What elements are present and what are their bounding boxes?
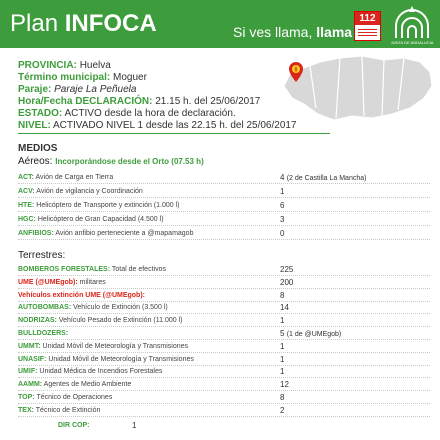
aereos-value-cell	[280, 200, 284, 211]
terrestres-value-cell	[280, 315, 284, 326]
emergency-number: 112	[355, 12, 380, 25]
terrestres-description: Vehículo Pesado de Extinción (11.000 l)	[58, 317, 183, 325]
terrestres-value: 1	[280, 341, 285, 351]
aereos-header	[18, 156, 204, 167]
terrestres-description: Agentes de Medio Ambiente	[43, 381, 132, 389]
terrestres-row-label	[18, 392, 112, 403]
aereos-row-label	[18, 200, 179, 211]
terrestres-row-label	[18, 366, 162, 377]
terrestres-row-label	[18, 341, 188, 352]
aereos-value-cell	[280, 214, 284, 225]
aereos-value-cell	[280, 228, 284, 239]
aereos-code: ANFIBIOS:	[18, 230, 54, 237]
terrestres-value: 200	[280, 277, 294, 287]
badge-lines	[358, 29, 377, 30]
terrestres-value-cell	[280, 366, 284, 377]
municipality-value: Moguer	[113, 72, 147, 83]
terrestres-row	[18, 264, 430, 276]
terrestres-code: DIR COP:	[58, 422, 90, 429]
aereos-value: 1	[280, 187, 285, 196]
terrestres-row	[18, 354, 430, 366]
place-value: Paraje La Peñuela	[54, 84, 137, 95]
terrestres-description: Técnico de Extinción	[35, 406, 101, 414]
aereos-row	[18, 214, 430, 226]
terrestres-row	[18, 405, 430, 417]
terrestres-row-label	[18, 290, 145, 301]
municipality-label: Término municipal:	[18, 72, 111, 83]
status-value: ACTIVO desde la hora de declaración.	[64, 108, 236, 119]
terrestres-value-cell	[280, 277, 293, 288]
aereos-description: Helicóptero de Gran Capacidad (4.500 l)	[37, 216, 164, 223]
terrestres-row-label	[18, 315, 182, 326]
aereos-code: HGC:	[18, 216, 36, 223]
aereos-note: Incorporándose desde el Orto (07.53 h)	[55, 157, 204, 166]
declaration-line	[18, 96, 260, 107]
terrestres-description: Unidad Móvil de Meteorología y Transmisiones	[48, 355, 194, 363]
terrestres-value: 2	[280, 405, 285, 415]
terrestres-row	[18, 302, 430, 314]
terrestres-code: BULLDOZERS:	[18, 330, 69, 337]
terrestres-row	[18, 366, 430, 378]
terrestres-row-label	[18, 302, 168, 313]
header-bar	[0, 0, 440, 48]
terrestres-value: 225	[280, 265, 294, 274]
aereos-value: 4	[280, 173, 285, 182]
aereos-row	[18, 228, 430, 240]
place-label: Paraje:	[18, 84, 52, 95]
aereos-row-label	[18, 214, 164, 225]
aereos-code: ACV:	[18, 188, 35, 195]
terrestres-code: TOP:	[18, 394, 35, 401]
terrestres-row-label	[58, 420, 90, 431]
province-line	[18, 60, 111, 71]
terrestres-code: UMIF:	[18, 368, 38, 376]
slogan-bold: llama	[316, 24, 353, 40]
terrestres-value: 1	[280, 367, 285, 377]
terrestres-row	[18, 290, 430, 302]
province-label: PROVINCIA:	[18, 60, 77, 71]
terrestres-value-cell	[280, 379, 289, 390]
terrestres-value-cell	[280, 405, 284, 416]
terrestres-value-cell	[280, 302, 289, 313]
terrestres-code: TEX:	[18, 406, 34, 414]
terrestres-value-cell	[280, 354, 284, 365]
slogan	[233, 24, 352, 40]
aereos-row	[18, 186, 430, 198]
terrestres-row	[18, 315, 430, 327]
aereos-code: ACT:	[18, 174, 34, 181]
terrestres-description: militares	[79, 278, 106, 286]
level-underline	[18, 133, 330, 134]
brand-light: Plan	[10, 10, 65, 37]
province-value: Huelva	[79, 60, 111, 71]
declaration-label: Hora/Fecha DECLARACIÓN:	[18, 96, 153, 107]
terrestres-description: Total de efectivos	[111, 266, 166, 273]
terrestres-code: UMMT:	[18, 342, 41, 350]
terrestres-code: NODRIZAS:	[18, 317, 57, 325]
terrestres-value-cell	[280, 290, 284, 301]
level-line	[18, 120, 297, 131]
junta-label: JUNTA DE ANDALUCIA	[390, 40, 434, 45]
aereos-extra: (2 de Castilla La Mancha)	[286, 175, 367, 182]
terrestres-row	[18, 392, 430, 404]
aereos-value: 0	[280, 229, 285, 238]
aereos-code: HTE:	[18, 202, 35, 209]
terrestres-code: AAMM:	[18, 381, 43, 389]
aereos-value: 3	[280, 215, 285, 224]
terrestres-title: Terrestres:	[18, 250, 66, 261]
terrestres-description: Unidad Móvil de Meteorología y Transmisiones	[42, 342, 189, 350]
aereos-row-label	[18, 228, 193, 239]
terrestres-value: 8	[280, 393, 285, 402]
aereos-row-label	[18, 186, 143, 197]
terrestres-description: Técnico de Operaciones	[36, 394, 113, 401]
terrestres-value-cell	[280, 392, 284, 403]
terrestres-row	[18, 341, 430, 353]
emergency-112-badge	[354, 11, 381, 41]
aereos-value-cell	[280, 186, 284, 197]
andalucia-region-shape	[284, 56, 432, 120]
plan-infoca-logo	[10, 11, 157, 37]
terrestres-row-label	[18, 354, 194, 365]
aereos-description: Avión de Carga en Tierra	[35, 174, 114, 181]
terrestres-code: AUTOBOMBAS:	[18, 304, 72, 312]
terrestres-value: 12	[280, 380, 289, 390]
terrestres-row	[18, 420, 430, 432]
aereos-title: Aéreos:	[18, 156, 53, 167]
terrestres-value-cell	[280, 328, 341, 340]
medios-title: MEDIOS	[18, 143, 58, 154]
terrestres-row-label	[18, 379, 131, 390]
terrestres-row-label	[18, 328, 68, 339]
terrestres-description: Unidad Médica de Incendios Forestales	[39, 368, 163, 376]
aereos-row	[18, 200, 430, 212]
aereos-value: 6	[280, 201, 285, 210]
terrestres-value: 1	[280, 354, 285, 364]
terrestres-value: 8	[280, 290, 285, 300]
terrestres-value: 1	[280, 316, 285, 326]
terrestres-row	[18, 328, 430, 340]
terrestres-code: Vehículos extinción UME (@UMEgob):	[18, 291, 145, 299]
terrestres-description: Vehículo de Extinción (3.500 l)	[73, 304, 168, 312]
terrestres-code: UME (@UMEgob):	[18, 278, 78, 286]
terrestres-code: UNASIF:	[18, 355, 47, 363]
status-line	[18, 108, 236, 119]
slogan-light: Si ves llama,	[233, 24, 317, 40]
terrestres-value: 14	[280, 303, 289, 313]
aereos-description: Avión anfibio perteneciente a @mapamagob	[55, 230, 194, 237]
aereos-description: Avión de vigilancia y Coordinación	[36, 188, 143, 195]
terrestres-value-cell	[280, 341, 284, 352]
andalucia-map	[270, 52, 438, 124]
level-value: ACTIVADO NIVEL 1 desde las 22.15 h. del 25/06/2017	[53, 120, 297, 131]
aereos-row	[18, 172, 430, 184]
brand-bold: INFOCA	[64, 10, 157, 37]
terrestres-value-cell	[280, 264, 293, 275]
aereos-value-cell	[280, 172, 366, 184]
terrestres-code: BOMBEROS FORESTALES:	[18, 266, 111, 273]
status-label: ESTADO:	[18, 108, 63, 119]
level-label: NIVEL:	[18, 120, 51, 131]
terrestres-value-cell	[132, 420, 136, 431]
terrestres-row-label	[18, 264, 166, 275]
terrestres-row	[18, 379, 430, 391]
terrestres-value: 1	[132, 421, 137, 430]
terrestres-value: 5	[280, 329, 285, 338]
terrestres-row-label	[18, 277, 106, 288]
aereos-row-label	[18, 172, 113, 183]
terrestres-row-label	[18, 405, 100, 416]
aereos-description: Helicóptero de Transporte y extinción (1.000 l)	[36, 202, 180, 209]
place-line	[18, 84, 136, 95]
declaration-value: 21.15 h. del 25/06/2017	[155, 96, 261, 107]
municipality-line	[18, 72, 147, 83]
terrestres-row	[18, 277, 430, 289]
terrestres-extra: (1 de @UMEgob)	[286, 331, 342, 338]
